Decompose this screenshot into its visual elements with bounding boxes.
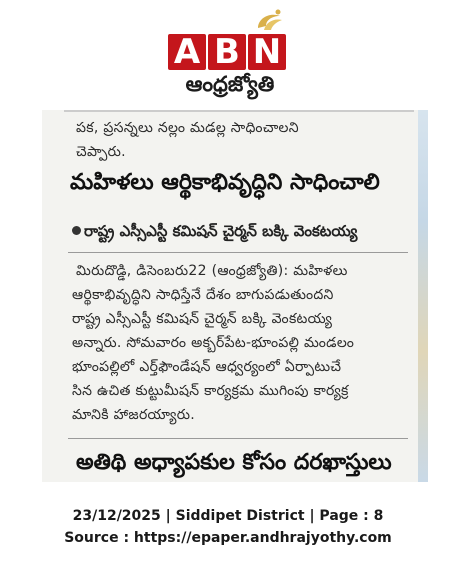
body-line: అన్నారు. సోమవారం అక్బర్‌పేట-భూంపల్లి మండలం bbox=[72, 335, 355, 351]
top-text-line: చెప్పారు. bbox=[76, 144, 126, 160]
logo-telugu-name: ఆంధ్రజ్యోతి bbox=[185, 72, 275, 96]
article-subheadline bbox=[72, 222, 357, 244]
article-headline: మహిళలు ఆర్థికాభివృద్ధిని సాధించాలి bbox=[70, 170, 380, 195]
subheadline-text: రాష్ట్ర ఎస్సీఎస్టీ కమిషన్ చైర్మన్ బక్కి వెంకటయ్య bbox=[84, 222, 358, 240]
news-clipping bbox=[42, 110, 428, 482]
logo-letter-n: N bbox=[248, 34, 286, 70]
top-text-line: పక, ప్రసన్నలు నల్లం మడల్ల సాధించాలని bbox=[76, 120, 299, 136]
bullet-icon bbox=[72, 226, 81, 235]
adjacent-page-strip bbox=[418, 110, 428, 482]
logo-letter-b: B bbox=[208, 34, 246, 70]
body-line: ఆర్థికాభివృద్ధిని సాధిస్తేనే దేశం బాగుపడుతుందని bbox=[72, 287, 334, 303]
next-article-headline: అతిథి అధ్యాపకుల కోసం దరఖాస్తులు bbox=[76, 450, 392, 475]
section-divider bbox=[68, 438, 408, 439]
body-line: మిరుదొడ్డి, డిసెంబరు22 (ఆంధ్రజ్యోతి): మహిళలు bbox=[76, 263, 348, 279]
logo-swirl-icon bbox=[254, 8, 284, 32]
body-line: భూంపల్లిలో ఎర్త్‌ఫౌండేషన్ ఆధ్వర్యంలో ఏర్పాటుచే bbox=[72, 359, 342, 375]
logo-letter-a: A bbox=[168, 34, 206, 70]
section-divider bbox=[68, 252, 408, 253]
logo-letters bbox=[168, 34, 286, 70]
body-line: మానికి హాజరయ్యారు. bbox=[72, 407, 195, 423]
body-line: రాష్ట్ర ఎస్సీఎస్టీ కమిషన్ చైర్మన్ బక్కి వెంకటయ్య bbox=[72, 311, 333, 327]
edition-info: 23/12/2025 | Siddipet District | Page : 8 bbox=[72, 508, 384, 524]
body-line: సిన ఉచిత కుట్టుమీషన్ కార్యక్రమ ముగింపు కార్యక్ర bbox=[72, 383, 349, 399]
top-divider bbox=[64, 110, 414, 112]
abn-logo bbox=[168, 8, 292, 100]
source-line: Source : https://epaper.andhrajyothy.com bbox=[64, 530, 392, 546]
